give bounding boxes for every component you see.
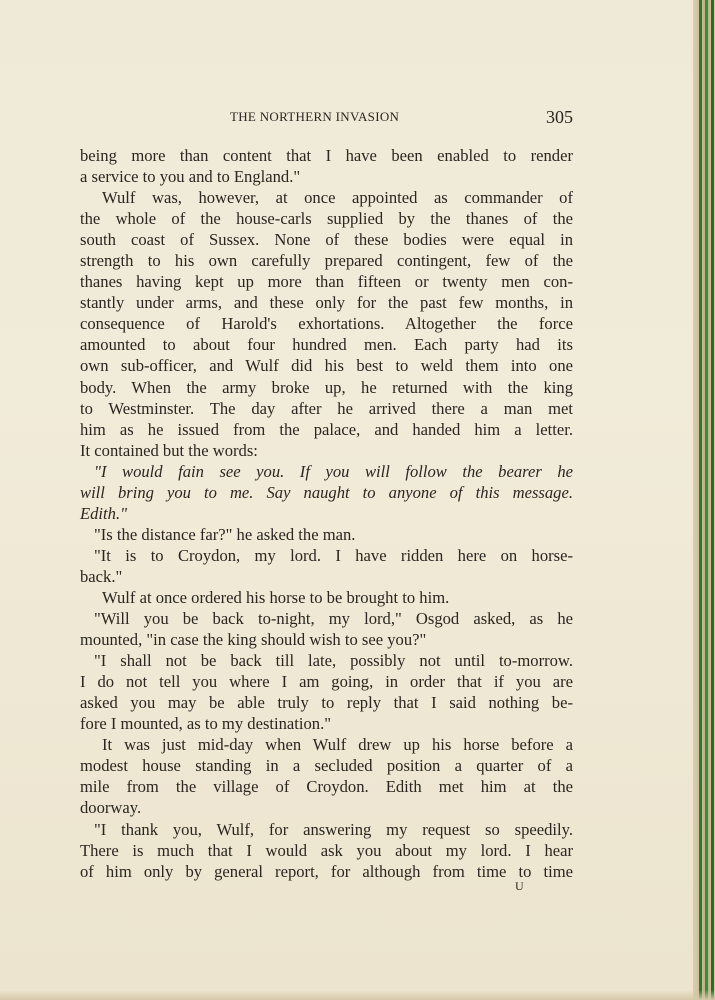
text-line: amounted to about four hundred men. Each party had its (80, 335, 573, 355)
text-line: doorway. (80, 798, 142, 818)
text-line: body. When the army broke up, he returned with the king (80, 377, 573, 397)
edge-stripe (711, 0, 714, 1000)
text-line: south coast of Sussex. None of these bodies were equal in (80, 230, 573, 250)
text-line: him as he issued from the palace, and handed him a letter. (80, 419, 573, 439)
text-line: There is much that I would ask you about my lord. I hear (80, 840, 573, 860)
text-line: Wulf at once ordered his horse to be brought to him. (102, 587, 450, 607)
text-line: being more than content that I have been enabled to render (80, 146, 573, 165)
text-line: "Will you be back to-night, my lord," Osgod asked, as he (94, 609, 573, 629)
text-line: "Is the distance far?" he asked the man. (94, 524, 356, 544)
letter-signature: Edith." (80, 503, 128, 523)
body-text (80, 145, 573, 882)
text-line: It contained but the words: (80, 440, 258, 460)
text-line: "I shall not be back till late, possibly not until to-morrow. (94, 651, 573, 671)
text-line: the whole of the house-carls supplied by the thanes of the (80, 209, 573, 229)
text-line: strength to his own carefully prepared contingent, few of the (80, 251, 573, 271)
book-edge (693, 0, 715, 1000)
text-line: back." (80, 566, 123, 586)
text-line: mile from the village of Croydon. Edith met him at the (80, 777, 573, 797)
text-line: consequence of Harold's exhortations. Altogether the force (80, 314, 573, 334)
text-line: modest house standing in a secluded position a quarter of a (80, 756, 573, 776)
page-number: 305 (546, 107, 573, 127)
signature-mark: U (515, 879, 524, 893)
text-line: thanes having kept up more than fifteen or twenty men con- (80, 272, 573, 292)
text-line: Wulf was, however, at once appointed as commander of (102, 188, 573, 208)
text-line: mounted, "in case the king should wish to see you?" (80, 630, 427, 650)
letter-line: "I would fain see you. If you will follow the bearer he (94, 461, 573, 481)
text-line: "I thank you, Wulf, for answering my request so speedily. (94, 819, 573, 839)
text-line: fore I mounted, as to my destination." (80, 714, 332, 734)
text-line: It was just mid-day when Wulf drew up his horse before a (102, 735, 573, 755)
text-line: I do not tell you where I am going, in order that if you are (80, 672, 573, 692)
text-line: own sub-officer, and Wulf did his best to weld them into one (80, 356, 573, 376)
text-line: to Westminster. The day after he arrived there a man met (80, 398, 573, 418)
running-head (80, 107, 573, 127)
text-line: "It is to Croydon, my lord. I have ridden here on horse- (94, 545, 573, 565)
edge-stripe (699, 0, 702, 1000)
chapter-title: THE NORTHERN INVASION (230, 109, 400, 124)
text-line: asked you may be able truly to reply that I said nothing be- (80, 693, 573, 713)
page-bottom-edge (0, 990, 715, 1000)
text-line: stantly under arms, and these only for the past few months, in (80, 293, 573, 313)
edge-stripe (705, 0, 708, 1000)
text-line: a service to you and to England." (80, 167, 301, 187)
letter-line: will bring you to me. Say naught to anyone of this message. (80, 482, 573, 502)
text-line: of him only by general report, for although from time to time (80, 861, 573, 881)
